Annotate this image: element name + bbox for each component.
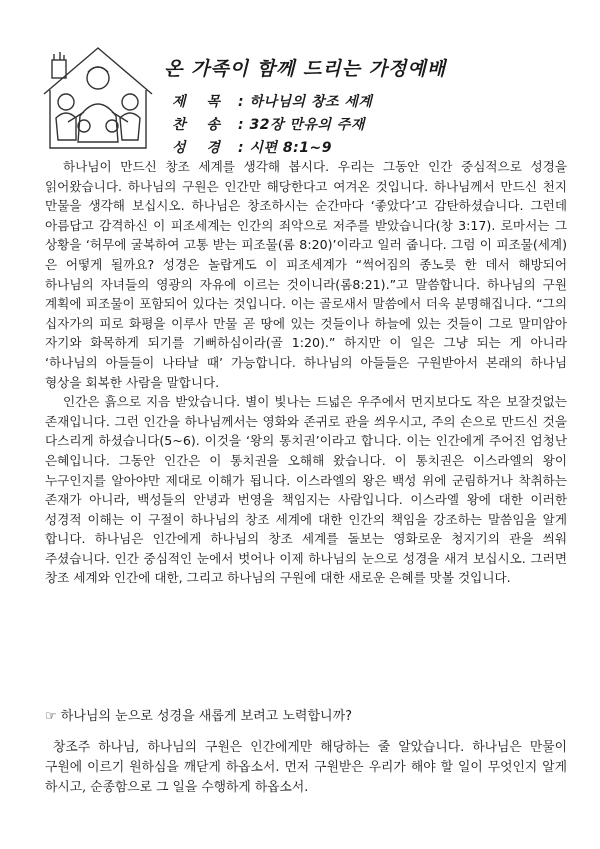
meta-label: 성 경 bbox=[172, 140, 228, 156]
meta-row-hymn bbox=[172, 114, 372, 137]
family-house-illustration bbox=[38, 42, 158, 152]
meta-label: 제 목 bbox=[172, 94, 228, 110]
meta-label: 찬 송 bbox=[172, 117, 228, 133]
meta-value: : 시편 8:1~9 bbox=[238, 140, 332, 156]
meta-row-topic bbox=[172, 91, 372, 114]
sermon-paragraph: 인간은 흙으로 지음 받았습니다. 별이 빛나는 드넓은 우주에서 먼지보다도 작은 보잘것없는 존재입니다. 그런 인간을 하나님께서는 영화와 존귀로 관을 씌우시고, 주의 손으로 만드신 것을 다스리게 하셨습니다(5~6). 이것을 ‘왕의 통치권’이라고 합니다. 이는 인간에게 주어진 엄청난 은혜입니다. 그동안 인간은 이 통치권을 오해해 왔습니다. 이 통치권은 이스라엘의 왕이 누구인지를 알아야만 제대로 이해가 됩니다. 이스라엘의 왕은 백성 위에 군림하거나 착취하는 존재가 아니라, 백성들의 안녕과 번영을 책임지는 사람입니다. 이스라엘 왕에 대한 이러한 성경적 이해는 이 구절이 하나님의 창조 세계에 대한 인간의 책임을 강조하는 말씀임을 알게 합니다. 하나님은 인간에게 하나님의 창조 세계를 돌보는 영화로운 청지기의 관을 씌워 주셨습니다. 인간 중심적인 눈에서 벗어나 이제 하나님의 눈으로 성경을 새겨 보십시오. 그러면 창조 세계와 인간에 대한, 그리고 하나님의 구원에 대한 새로운 은혜를 맛볼 것입니다. bbox=[45, 394, 567, 586]
meta-value: : 하나님의 창조 세계 bbox=[238, 94, 373, 110]
worship-meta bbox=[172, 91, 372, 160]
reflection-question: ☞ 하나님의 눈으로 성경을 새롭게 보려고 노력합니까? bbox=[45, 709, 353, 724]
meta-value: : 32장 만유의 주재 bbox=[238, 117, 365, 133]
sermon-body bbox=[45, 157, 567, 588]
sermon-paragraph: 하나님이 만드신 창조 세계를 생각해 봅시다. 우리는 그동안 인간 중심적으로 성경을 읽어왔습니다. 하나님의 구원은 인간만 해당한다고 여겨온 것입니다. 하나님께서 만드신 천지 만물을 생각해 보십시오. 하나님은 창조하시는 순간마다 ‘좋았다’고 감탄하셨습니다. 그런데 아름답고 감격하신 이 피조세계는 인간의 죄악으로 저주를 받았습니다(창 3:17). 로마서는 그 상황을 ‘허무에 굴복하여 고통 받는 피조물(롬 8:20)’이라고 일러 줍니다. 그럼 이 피조물(세계)은 어떻게 될까요? 성경은 놀랍게도 이 피조세계가 “썩어짐의 종노릇 한 데서 해방되어 하나님의 자녀들의 영광의 자유에 이르는 것이니라(롬8:21).”고 말씀합니다. 하나님의 구원 계획에 피조물이 포함되어 있다는 것입니다. 이는 골로새서 말씀에서 더욱 분명해집니다. “그의 십자가의 피로 화평을 이루사 만물 곧 땅에 있는 것들이나 하늘에 있는 것들이 그로 말미암아 자기와 화목하게 되기를 기뻐하심이라(골 1:20).” 하지만 이 일은 그냥 되는 게 아니라 ‘하나님의 아들들이 나타날 때’ 가능합니다. 하나님의 아들들은 구원받아서 본래의 하나님 형상을 회복한 사람을 말합니다. bbox=[45, 159, 567, 390]
worship-title: 온 가족이 함께 드리는 가정예배 bbox=[164, 58, 447, 80]
prayer-text: 창조주 하나님, 하나님의 구원은 인간에게만 해당하는 줄 알았습니다. 하나님은 만물이 구원에 이르기 원하심을 깨닫게 하옵소서. 먼저 구원받은 우리가 해야 할 일이 무엇인지 알게 하시고, 순종함으로 그 일을 수행하게 하옵소서. bbox=[45, 740, 567, 795]
closing-prayer bbox=[45, 738, 567, 798]
